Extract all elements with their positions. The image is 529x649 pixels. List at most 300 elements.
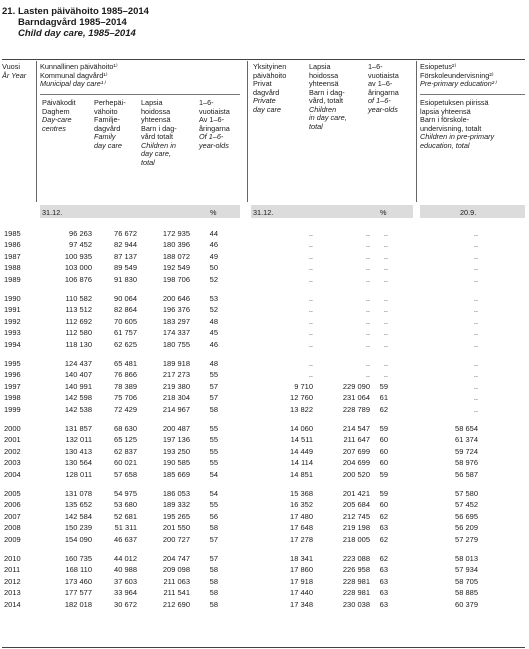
family-daycare-value: 37 603: [114, 576, 137, 586]
header-line: yhteensä: [309, 79, 339, 88]
unit-percent-all: %: [380, 208, 387, 217]
preschool-value: ..: [473, 305, 478, 315]
total-all-value: 219 198: [342, 523, 370, 533]
children-total-value: 219 380: [162, 381, 190, 391]
header-line: vuotiaista: [368, 70, 399, 80]
unit-date-private: 31.12.: [253, 208, 274, 217]
header-line: Lapsia: [309, 62, 331, 71]
children-total-value: 174 337: [162, 328, 190, 338]
total-all-value: ..: [365, 294, 370, 303]
share-all-value: 59: [379, 489, 388, 498]
title-english: Child day care, 1985–2014: [18, 28, 136, 39]
children-total-value: 212 690: [162, 599, 190, 609]
family-daycare-value: 62 625: [114, 339, 137, 349]
preschool-value: ..: [473, 229, 478, 238]
total-all-value: ..: [365, 263, 370, 273]
private-daycare-value: ..: [308, 328, 313, 338]
family-daycare-value: 30 672: [114, 599, 137, 609]
row-year: 2005: [4, 489, 21, 498]
children-total-value: 192 549: [162, 263, 190, 273]
row-year: 1985: [4, 229, 21, 238]
share-all-value: 61: [379, 393, 388, 403]
private-daycare-value: ..: [308, 263, 313, 273]
daycentres-value: 131 078: [64, 489, 92, 498]
private-daycare-value: ..: [308, 370, 313, 380]
preschool-value: ..: [473, 274, 478, 284]
daycentres-value: 113 512: [65, 305, 92, 315]
family-daycare-value: 65 125: [114, 435, 137, 445]
row-year: 1993: [4, 328, 21, 338]
share-municipal-value: 55: [209, 458, 218, 468]
total-all-value: 201 421: [342, 489, 370, 498]
share-municipal-value: 46: [209, 339, 218, 349]
header-line: total: [309, 121, 323, 131]
total-all-value: 228 981: [342, 588, 370, 598]
share-municipal-value: 55: [209, 446, 218, 456]
total-all-value: 226 958: [342, 565, 370, 575]
share-all-value: 60: [379, 500, 388, 510]
preschool-value: 58 705: [455, 576, 478, 586]
share-municipal-value: 45: [209, 328, 218, 338]
daycentres-value: 97 452: [69, 240, 92, 250]
header-line: lapsia yhteensä: [420, 106, 471, 116]
private-daycare-value: 17 860: [290, 565, 313, 575]
share-all-value: ..: [383, 263, 388, 273]
preschool-value: 61 374: [455, 435, 478, 445]
share-municipal-value: 57: [209, 393, 218, 403]
row-year: 1999: [4, 404, 21, 414]
column-separator: [416, 61, 417, 202]
private-daycare-value: 9 710: [294, 381, 313, 391]
header-line: Private: [253, 96, 276, 105]
unit-date-preschool: 20.9.: [460, 208, 477, 217]
total-all-value: 223 088: [342, 554, 370, 563]
private-daycare-value: 17 348: [290, 599, 313, 609]
title-finnish: Lasten päivähoito 1985–2014: [18, 6, 149, 17]
family-daycare-value: 46 637: [114, 534, 137, 544]
table-number: 21.: [2, 6, 16, 17]
municipal-subrule: [40, 94, 240, 95]
family-daycare-value: 33 964: [114, 588, 137, 598]
header-line: hoidossa: [141, 106, 171, 116]
daycentres-value: 130 413: [64, 446, 92, 456]
children-total-value: 211 063: [163, 576, 190, 586]
preschool-value: ..: [473, 328, 478, 338]
share-all-value: 62: [379, 554, 388, 563]
share-municipal-value: 56: [209, 511, 218, 521]
preschool-value: ..: [473, 240, 478, 250]
private-daycare-value: ..: [308, 339, 313, 349]
preschool-value: ..: [473, 263, 478, 273]
row-year: 1997: [4, 381, 21, 391]
daycentres-value: 118 130: [65, 339, 92, 349]
row-year: 2006: [4, 500, 21, 510]
row-year: 1991: [4, 305, 21, 315]
share-all-value: 59: [379, 469, 388, 479]
private-daycare-value: ..: [308, 229, 313, 238]
family-daycare-value: 76 672: [114, 229, 137, 238]
daycentres-value: 150 239: [64, 523, 92, 533]
row-year: 2013: [4, 588, 21, 598]
daycentres-value: 140 991: [64, 381, 92, 391]
header-line: Barn i dag-: [309, 87, 345, 97]
header-line: Yksityinen: [253, 62, 287, 71]
preschool-value: 58 654: [455, 424, 478, 433]
daycentres-value: 100 935: [64, 251, 92, 261]
children-total-value: 201 550: [162, 523, 190, 533]
daycentres-value: 132 011: [65, 435, 92, 445]
row-year: 2014: [4, 599, 21, 609]
header-line: total: [141, 157, 155, 167]
column-separator: [247, 61, 248, 202]
family-daycare-value: 65 481: [114, 359, 137, 368]
private-daycare-value: ..: [308, 294, 313, 303]
daycentres-value: 168 110: [65, 565, 92, 575]
header-line: Lapsia: [141, 98, 163, 107]
daycentres-value: 177 577: [64, 588, 92, 598]
row-year: 1998: [4, 393, 21, 403]
preschool-value: 58 013: [455, 554, 478, 563]
share-all-value: 63: [379, 576, 388, 586]
preschool-value: ..: [473, 316, 478, 326]
header-line: yhteensä: [141, 115, 171, 124]
row-year: 2012: [4, 576, 21, 586]
row-year: 2009: [4, 534, 21, 544]
share-all-value: 62: [379, 534, 388, 544]
children-total-value: 195 265: [162, 511, 190, 521]
family-daycare-value: 40 988: [114, 565, 137, 575]
share-municipal-value: 57: [209, 381, 218, 391]
preschool-value: 57 279: [455, 534, 478, 544]
family-daycare-value: 62 837: [114, 446, 137, 456]
total-all-value: 229 090: [342, 381, 370, 391]
header-line: Barn i förskole-: [420, 115, 470, 124]
children-total-value: 209 098: [162, 565, 190, 575]
total-all-value: ..: [365, 339, 370, 349]
header-line: Esiopetuksen piirissä: [420, 98, 489, 107]
row-year: 2010: [4, 554, 21, 563]
daycentres-value: 140 407: [64, 370, 92, 380]
children-total-value: 200 487: [162, 424, 190, 433]
preschool-header: Esiopetus²⁾ Förskoleundervisning²⁾ Pre-primary education²⁾: [420, 62, 497, 88]
header-line: Daghem: [42, 106, 70, 116]
share-municipal-value: 57: [209, 554, 218, 563]
preschool-children-header: [420, 99, 528, 150]
share-municipal-value: 58: [209, 588, 218, 598]
header-line: åringarna: [199, 123, 230, 133]
daycentres-value: 182 018: [64, 599, 92, 609]
family-daycare-value: 44 012: [114, 554, 137, 563]
children-total-value: 190 585: [162, 458, 190, 468]
share-municipal-value: 57: [209, 534, 218, 544]
header-line: päivähoito: [253, 70, 287, 80]
daycentres-value: 96 263: [69, 229, 92, 238]
family-daycare-value: 60 021: [114, 458, 137, 468]
share-municipal-value: 53: [209, 294, 218, 303]
private-daycare-value: ..: [308, 240, 313, 250]
year-header: Vuosi År Year: [2, 62, 27, 80]
preschool-value: ..: [473, 404, 478, 414]
row-year: 2002: [4, 446, 21, 456]
share-municipal-value: 54: [209, 469, 218, 479]
row-year: 1992: [4, 316, 21, 326]
share-all-value: 59: [379, 381, 388, 391]
private-daycare-value: 15 368: [290, 489, 313, 498]
children-total-value: 189 918: [162, 359, 190, 368]
total-all-value: ..: [365, 359, 370, 368]
family-daycare-value: 78 389: [114, 381, 137, 391]
children-total-value: 183 297: [162, 316, 190, 326]
share-municipal-value: 58: [209, 599, 218, 609]
header-line: Children in: [141, 140, 176, 150]
private-daycare-value: ..: [308, 251, 313, 261]
daycentres-value: 131 857: [64, 424, 92, 433]
share-municipal-value: 55: [209, 435, 218, 445]
children-total-value: 196 376: [162, 305, 190, 315]
private-daycare-value: ..: [308, 359, 313, 368]
private-daycare-value: 14 449: [290, 446, 313, 456]
children-total-header: [141, 99, 193, 167]
family-daycare-value: 61 757: [114, 328, 137, 338]
share-all-value: 63: [379, 565, 388, 575]
header-line: Av 1–6-: [199, 115, 225, 124]
family-daycare-value: 89 549: [114, 263, 137, 273]
header-line: day care: [253, 104, 281, 114]
total-all-value: 214 547: [342, 424, 370, 433]
total-all-value: ..: [365, 251, 370, 261]
header-line: vård totalt: [141, 132, 174, 141]
share-all-value: 62: [379, 404, 388, 414]
header-line: Privat: [253, 79, 272, 88]
daycentres-value: 135 652: [64, 500, 92, 510]
row-year: 2008: [4, 523, 21, 533]
preschool-value: 57 580: [455, 489, 478, 498]
family-daycare-value: 51 311: [114, 523, 137, 533]
header-line: Day-care: [42, 115, 72, 124]
share-municipal-value: 55: [209, 424, 218, 433]
private-daycare-value: 17 440: [290, 588, 313, 598]
share-all-value: ..: [383, 274, 388, 284]
daycentres-value: 173 460: [64, 576, 92, 586]
unit-date-municipal: 31.12.: [42, 208, 63, 217]
daycentres-value: 112 692: [65, 316, 92, 326]
family-daycare-value: 72 429: [114, 404, 137, 414]
private-daycare-value: 17 480: [290, 511, 313, 521]
family-daycare-header: [94, 99, 138, 150]
share-municipal-value: 55: [209, 500, 218, 510]
share-municipal-value: 49: [209, 251, 218, 261]
family-daycare-value: 91 830: [114, 274, 137, 284]
header-line: day care,: [141, 149, 172, 158]
share-municipal-value: 58: [209, 565, 218, 575]
share-municipal-value: 55: [209, 370, 218, 380]
daycentres-value: 124 437: [64, 359, 92, 368]
private-daycare-value: 17 918: [290, 576, 313, 586]
children-total-value: 189 332: [162, 500, 190, 510]
total-all-value: ..: [365, 305, 370, 315]
total-all-value: ..: [365, 316, 370, 326]
family-daycare-value: 90 064: [114, 294, 137, 303]
header-line: education, total: [420, 140, 470, 150]
header-line: dagvård: [94, 123, 121, 133]
share-all-value: ..: [383, 359, 388, 368]
preschool-value: ..: [473, 251, 478, 261]
family-daycare-value: 82 864: [114, 305, 137, 315]
share-all-value: 60: [379, 435, 388, 445]
header-line: Familje-: [94, 115, 120, 124]
children-total-value: 180 755: [162, 339, 190, 349]
private-daycare-value: 12 760: [290, 393, 313, 403]
municipal-header: Kunnallinen päivähoito¹⁾ Kommunal dagvård¹⁾ Municipal day care¹⁾: [40, 62, 118, 88]
row-year: 1990: [4, 294, 21, 303]
unit-percent-municipal: %: [210, 208, 217, 217]
daycentres-value: 154 090: [64, 534, 92, 544]
row-year: 1994: [4, 339, 21, 349]
total-all-value: ..: [365, 229, 370, 238]
total-all-value: ..: [365, 240, 370, 250]
header-line: year-olds: [199, 140, 229, 150]
total-all-header: [309, 63, 369, 131]
private-daycare-value: 18 341: [290, 554, 313, 563]
daycentres-value: 106 876: [64, 274, 92, 284]
share-all-value: ..: [383, 305, 388, 315]
children-total-value: 218 304: [162, 393, 190, 403]
private-daycare-value: 14 060: [290, 424, 313, 433]
daycentres-header: [42, 99, 92, 133]
preschool-value: 60 379: [455, 599, 478, 609]
header-line: of 1–6-: [368, 96, 391, 105]
row-year: 2000: [4, 424, 21, 433]
share-municipal-value: 48: [209, 316, 218, 326]
private-daycare-value: 13 822: [290, 404, 313, 414]
private-daycare-value: 14 114: [290, 458, 313, 468]
family-daycare-value: 76 866: [114, 370, 137, 380]
private-daycare-value: ..: [308, 305, 313, 315]
preschool-value: ..: [473, 339, 478, 349]
total-all-value: 228 789: [342, 404, 370, 414]
preschool-value: ..: [473, 393, 478, 403]
share-municipal-value: 58: [209, 576, 218, 586]
row-year: 1989: [4, 274, 21, 284]
share-all-value: 60: [379, 446, 388, 456]
family-daycare-value: 87 137: [114, 251, 137, 261]
header-line: year-olds: [368, 104, 398, 114]
children-total-value: 198 706: [162, 274, 190, 284]
share-all-value: 60: [379, 458, 388, 468]
header-line: Family: [94, 132, 116, 141]
share-all-value: 62: [379, 511, 388, 521]
daycentres-value: 103 000: [64, 263, 92, 273]
row-year: 1996: [4, 370, 21, 380]
daycentres-value: 112 580: [65, 328, 92, 338]
share-municipal-value: 52: [209, 274, 218, 284]
daycentres-value: 130 564: [64, 458, 92, 468]
family-daycare-value: 68 630: [114, 424, 137, 433]
share-all-value: ..: [383, 316, 388, 326]
children-total-value: 180 396: [162, 240, 190, 250]
share-all-value: 59: [379, 424, 388, 433]
row-year: 2007: [4, 511, 21, 521]
total-all-value: ..: [365, 370, 370, 380]
total-all-value: ..: [365, 274, 370, 284]
header-line: 1–6-: [368, 62, 383, 71]
preschool-value: 58 976: [455, 458, 478, 468]
preschool-value: ..: [473, 370, 478, 380]
bottom-rule: [2, 647, 525, 648]
header-line: day care: [94, 140, 122, 150]
share-all-value: ..: [383, 370, 388, 380]
children-total-value: 193 250: [162, 446, 190, 456]
row-year: 1987: [4, 251, 21, 261]
preschool-value: 56 209: [455, 523, 478, 533]
share-municipal-value: 50: [209, 263, 218, 273]
header-line: dagvård: [253, 87, 280, 97]
header-line: hoidossa: [309, 70, 339, 80]
total-all-value: 204 699: [342, 458, 370, 468]
row-year: 1988: [4, 263, 21, 273]
private-daycare-value: 17 648: [290, 523, 313, 533]
daycentres-value: 160 735: [64, 554, 92, 563]
share-municipal-value: 44: [209, 229, 218, 238]
children-total-value: 197 136: [162, 435, 190, 445]
header-line: Of 1–6-: [199, 132, 224, 141]
header-line: undervisning, totalt: [420, 123, 482, 133]
private-daycare-value: 14 851: [290, 469, 313, 479]
header-line: åringarna: [368, 87, 399, 97]
preschool-value: 59 724: [455, 446, 478, 456]
children-total-value: 217 273: [162, 370, 190, 380]
header-line: vård, totalt: [309, 96, 344, 105]
daycentres-value: 110 582: [65, 294, 92, 303]
private-daycare-value: 16 352: [290, 500, 313, 510]
preschool-value: 56 587: [455, 469, 478, 479]
header-line: in day care,: [309, 113, 347, 122]
private-daycare-value: ..: [308, 316, 313, 326]
children-total-value: 188 072: [162, 251, 190, 261]
total-all-value: 230 038: [342, 599, 370, 609]
column-separator: [36, 61, 37, 202]
title-swedish: Barndagvård 1985–2014: [18, 17, 127, 28]
family-daycare-value: 53 680: [114, 500, 137, 510]
header-line: vuotiaista: [199, 106, 230, 116]
share-all-value: 63: [379, 523, 388, 533]
header-line: Children in pre-primary: [420, 132, 495, 141]
row-year: 2003: [4, 458, 21, 468]
preschool-value: ..: [473, 381, 478, 391]
share-municipal-value: 46: [209, 240, 218, 250]
private-daycare-value: 14 511: [290, 435, 313, 445]
private-daycare-header: [253, 63, 313, 114]
family-daycare-value: 57 658: [114, 469, 137, 479]
total-all-value: 228 981: [342, 576, 370, 586]
share-all-value: ..: [383, 294, 388, 303]
total-all-value: 231 064: [342, 393, 370, 403]
daycentres-value: 142 598: [64, 393, 92, 403]
header-line: Children: [309, 104, 337, 114]
private-daycare-value: ..: [308, 274, 313, 284]
children-total-value: 200 727: [162, 534, 190, 544]
header-line: Perhepäi-: [94, 98, 126, 107]
family-daycare-value: 82 944: [114, 240, 137, 250]
children-total-value: 204 747: [162, 554, 190, 563]
row-year: 1986: [4, 240, 21, 250]
share-all-value: ..: [383, 251, 388, 261]
total-all-value: 207 699: [342, 446, 370, 456]
children-total-value: 185 669: [162, 469, 190, 479]
daycentres-value: 142 538: [64, 404, 92, 414]
header-line: Päiväkodit: [42, 98, 76, 107]
family-daycare-value: 52 681: [114, 511, 137, 521]
